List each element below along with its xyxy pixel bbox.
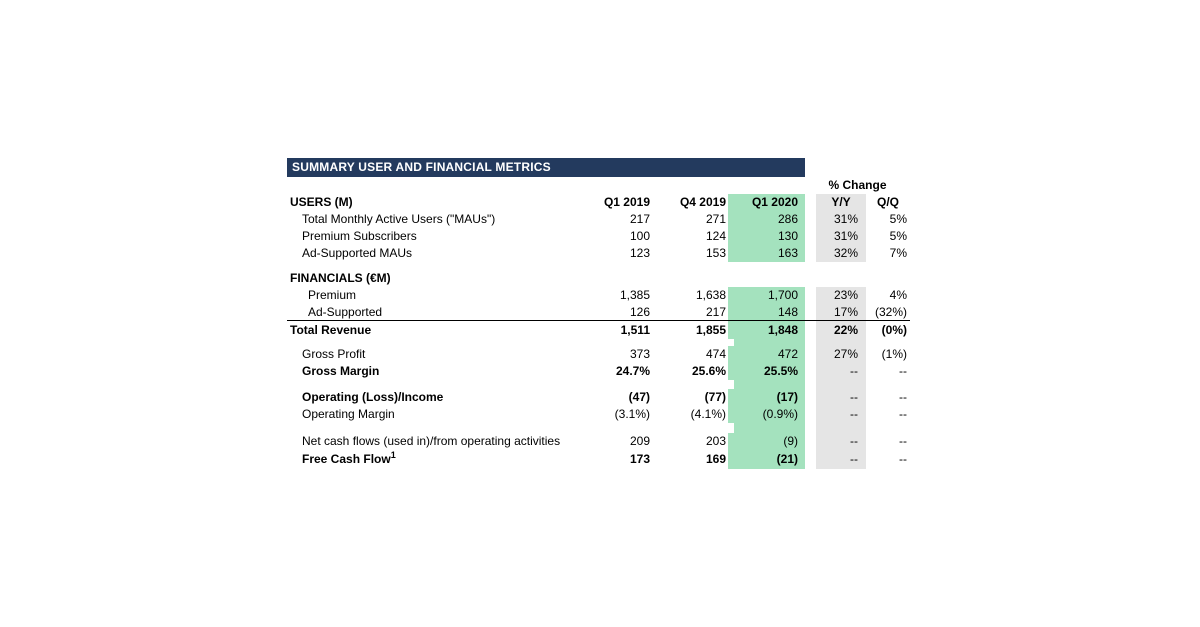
- value-cell: 209: [629, 434, 650, 448]
- spacer: [816, 423, 866, 433]
- value-cell: 1,385: [619, 288, 650, 302]
- value-cell: --: [816, 363, 866, 380]
- value-cell: 286: [734, 211, 805, 228]
- spacer: [866, 339, 910, 346]
- value-cell: (3.1%): [614, 407, 650, 421]
- spacer: [866, 380, 910, 389]
- row-ad-supported-revenue: [287, 304, 910, 321]
- value-cell: --: [816, 389, 866, 406]
- value-cell: --: [899, 434, 907, 448]
- value-cell: 472: [734, 346, 805, 363]
- free-cash-flow-label: Free Cash Flow: [302, 452, 391, 466]
- value-cell: --: [816, 406, 866, 423]
- table-title: SUMMARY USER AND FINANCIAL METRICS: [287, 158, 805, 177]
- value-cell: --: [816, 450, 866, 469]
- value-cell: 1,638: [695, 288, 726, 302]
- value-cell: --: [816, 433, 866, 450]
- spacer: [734, 423, 805, 433]
- spacer: [287, 380, 734, 389]
- spacer: [816, 339, 866, 346]
- value-cell: --: [899, 390, 907, 404]
- value-cell: 25.5%: [734, 363, 805, 380]
- row-net-cash-flows: [287, 433, 910, 450]
- row-premium-subscribers: [287, 228, 910, 245]
- value-cell: (21): [734, 450, 805, 469]
- spacer: [734, 380, 805, 389]
- row-gross-margin: [287, 363, 910, 380]
- financials-section-row: [287, 270, 910, 287]
- value-cell: 373: [629, 347, 650, 361]
- value-cell: 32%: [816, 245, 866, 262]
- value-cell: 23%: [816, 287, 866, 304]
- value-cell: 217: [662, 304, 728, 321]
- spacer: [805, 346, 816, 363]
- value-cell: 271: [705, 212, 726, 226]
- value-cell: 17%: [816, 304, 866, 321]
- spacer: [805, 380, 816, 389]
- spacer: [287, 423, 734, 433]
- value-cell: 124: [705, 229, 726, 243]
- table-row: [287, 177, 910, 194]
- section-gap: [287, 423, 910, 433]
- col-header-qq: Q/Q: [876, 195, 899, 209]
- value-cell: 5%: [889, 212, 907, 226]
- label-cell: Total Revenue: [290, 323, 372, 337]
- value-cell: 25.6%: [691, 364, 726, 378]
- value-cell: 7%: [889, 246, 907, 260]
- row-total-maus: [287, 211, 910, 228]
- spacer: [287, 262, 805, 270]
- row-premium-revenue: [287, 287, 910, 304]
- summary-metrics-table: [287, 158, 910, 469]
- spacer: [805, 321, 816, 339]
- footnote-marker: 1: [390, 450, 396, 460]
- spacer: [805, 450, 816, 469]
- row-operating-loss-income: [287, 389, 910, 406]
- spacer: [805, 339, 816, 346]
- row-ad-supported-maus: [287, 245, 910, 262]
- label-cell: Ad-Supported MAUs: [302, 246, 413, 260]
- label-cell: Premium Subscribers: [302, 229, 417, 243]
- value-cell: 22%: [816, 321, 866, 339]
- row-operating-margin: [287, 406, 910, 423]
- pct-change-header: % Change: [828, 178, 887, 192]
- value-cell: (17): [734, 389, 805, 406]
- spacer: [805, 406, 816, 423]
- value-cell: 123: [629, 246, 650, 260]
- value-cell: 27%: [816, 346, 866, 363]
- value-cell: 163: [734, 245, 805, 262]
- label-cell: Ad-Supported: [287, 304, 592, 321]
- value-cell: 169: [705, 452, 726, 466]
- value-cell: 4%: [889, 288, 907, 302]
- financials-section-header: FINANCIALS (€M): [290, 271, 391, 285]
- value-cell: 1,855: [695, 323, 726, 337]
- spacer: [805, 287, 816, 304]
- spacer: [805, 433, 816, 450]
- spacer: [805, 158, 910, 177]
- value-cell: 1,848: [734, 321, 805, 339]
- section-gap: [287, 262, 910, 270]
- label-cell: Gross Profit: [302, 347, 366, 361]
- value-cell: 148: [734, 304, 805, 321]
- table-row: [287, 158, 910, 177]
- section-gap: [287, 380, 910, 389]
- value-cell: 1,700: [734, 287, 805, 304]
- value-cell: --: [899, 364, 907, 378]
- value-cell: 5%: [889, 229, 907, 243]
- label-cell: [287, 450, 592, 469]
- value-cell: 24.7%: [615, 364, 650, 378]
- spacer: [287, 177, 805, 194]
- spacer: [805, 245, 816, 262]
- col-header-yy: Y/Y: [816, 194, 866, 211]
- value-cell: (32%): [866, 304, 910, 321]
- label-cell: Operating (Loss)/Income: [302, 390, 444, 404]
- spacer: [805, 304, 816, 321]
- spacer: [805, 262, 910, 270]
- spacer: [805, 423, 816, 433]
- spacer: [734, 339, 805, 346]
- spacer: [866, 423, 910, 433]
- col-header-q4-2019: Q4 2019: [679, 195, 726, 209]
- label-cell: Total Monthly Active Users ("MAUs"): [302, 212, 496, 226]
- label-cell: Premium: [308, 288, 357, 302]
- spacer: [287, 339, 734, 346]
- value-cell: (1%): [881, 347, 907, 361]
- value-cell: 126: [592, 304, 662, 321]
- section-gap: [287, 339, 910, 346]
- row-gross-profit: [287, 346, 910, 363]
- row-total-revenue: [287, 321, 910, 339]
- label-cell: Net cash flows (used in)/from operating activities: [302, 434, 561, 448]
- value-cell: (4.1%): [690, 407, 726, 421]
- value-cell: 474: [705, 347, 726, 361]
- value-cell: 31%: [816, 211, 866, 228]
- value-cell: (9): [734, 433, 805, 450]
- spacer: [816, 380, 866, 389]
- spacer: [805, 194, 816, 211]
- value-cell: (77): [704, 390, 726, 404]
- value-cell: 31%: [816, 228, 866, 245]
- value-cell: 1,511: [620, 323, 650, 337]
- label-cell: Operating Margin: [302, 407, 395, 421]
- spacer: [805, 389, 816, 406]
- column-header-row: [287, 194, 910, 211]
- users-section-header: USERS (M): [290, 195, 353, 209]
- col-header-q1-2020: Q1 2020: [734, 194, 805, 211]
- value-cell: 130: [734, 228, 805, 245]
- spacer: [805, 270, 910, 287]
- spacer: [805, 211, 816, 228]
- row-free-cash-flow: [287, 450, 910, 469]
- value-cell: 100: [629, 229, 650, 243]
- value-cell: (0.9%): [734, 406, 805, 423]
- value-cell: --: [899, 407, 907, 421]
- col-header-q1-2019: Q1 2019: [603, 195, 650, 209]
- value-cell: (47): [628, 390, 650, 404]
- value-cell: --: [899, 452, 907, 466]
- label-cell: Gross Margin: [302, 364, 380, 378]
- value-cell: 203: [705, 434, 726, 448]
- value-cell: 173: [629, 452, 650, 466]
- value-cell: 217: [629, 212, 650, 226]
- value-cell: (0%): [881, 323, 907, 337]
- value-cell: 153: [705, 246, 726, 260]
- spacer: [805, 363, 816, 380]
- spacer: [805, 228, 816, 245]
